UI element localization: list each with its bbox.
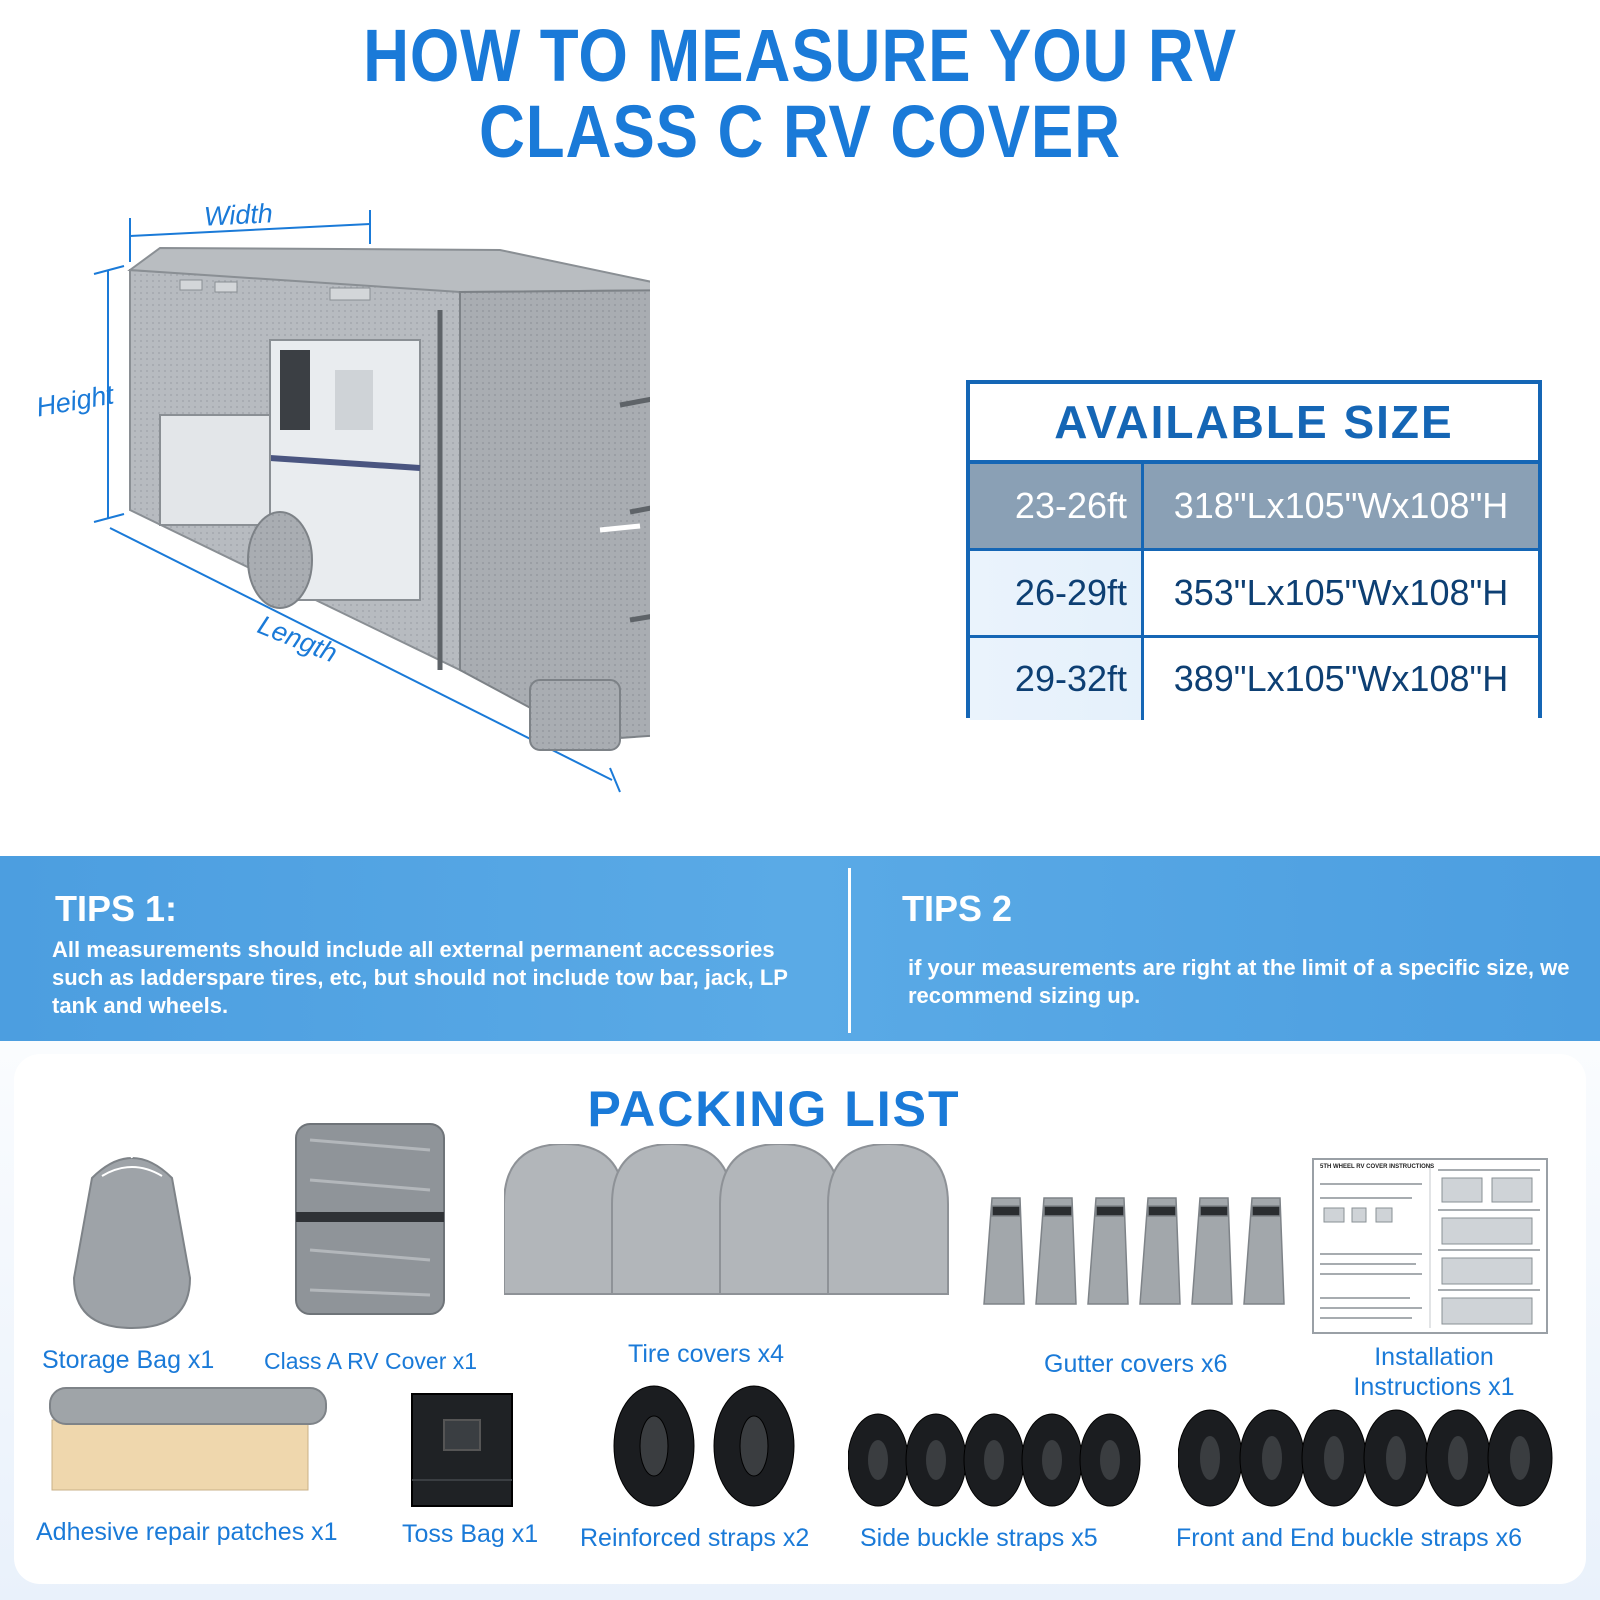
page-title-line2: CLASS C RV COVER [478, 90, 1122, 173]
folded-cover-image [290, 1120, 450, 1320]
table-row [970, 638, 1538, 720]
size-length-cell: 29-32ft [970, 638, 1144, 720]
front-end-buckle-straps-image [1178, 1406, 1558, 1510]
item-label-front-end-straps: Front and End buckle straps x6 [1176, 1524, 1523, 1552]
item-label-tire-covers: Tire covers x4 [628, 1340, 785, 1368]
toss-bag-image [408, 1390, 516, 1510]
item-label-side-buckle-straps: Side buckle straps x5 [860, 1524, 1098, 1552]
packing-list-panel [14, 1054, 1586, 1584]
height-label: Height [33, 379, 116, 423]
tips-band [0, 856, 1600, 1041]
rv-illustration [30, 200, 650, 800]
instructions-doc-title: 5TH WHEEL RV COVER INSTRUCTIONS [1320, 1164, 1435, 1170]
tire-covers-image [504, 1144, 964, 1304]
item-label-toss-bag: Toss Bag x1 [402, 1520, 539, 1548]
item-label-storage-bag: Storage Bag x1 [42, 1346, 215, 1374]
tip2-text: if your measurements are right at the limit of a specific size, we recommend sizing up. [908, 955, 1570, 1008]
length-label: Length [253, 609, 342, 669]
repair-patches-image [48, 1384, 328, 1494]
table-row [970, 464, 1538, 551]
reinforced-straps-image [608, 1380, 808, 1510]
storage-bag-image [62, 1118, 202, 1338]
side-buckle-straps-image [848, 1410, 1148, 1510]
size-length-cell: 26-29ft [970, 551, 1144, 635]
size-table-title: AVAILABLE SIZE [970, 384, 1538, 464]
item-label-repair-patches: Adhesive repair patches x1 [36, 1518, 338, 1546]
table-row [970, 551, 1538, 638]
size-dims-cell: 389"Lx105"Wx108"H [1144, 638, 1538, 720]
tips-divider [848, 868, 851, 1033]
page-title-line1: HOW TO MEASURE YOU RV [363, 14, 1237, 97]
size-dims-cell: 353"Lx105"Wx108"H [1144, 551, 1538, 635]
width-label: Width [203, 198, 274, 232]
item-label-cover: Class A RV Cover x1 [264, 1348, 478, 1374]
tip2-title: TIPS 2 [902, 888, 1013, 929]
rv-cover-drawing [30, 200, 650, 800]
packing-list-title: PACKING LIST [587, 1081, 961, 1137]
available-size-table [966, 380, 1542, 718]
item-label-reinforced-straps: Reinforced straps x2 [580, 1524, 810, 1552]
item-label-instructions: Installation Instructions x1 [1353, 1343, 1515, 1401]
instructions-sheet-image [1312, 1158, 1548, 1334]
gutter-covers-image [980, 1194, 1290, 1314]
tip1-title: TIPS 1: [55, 888, 178, 929]
item-label-gutter-covers: Gutter covers x6 [1044, 1350, 1228, 1378]
size-length-cell: 23-26ft [970, 464, 1144, 548]
size-dims-cell: 318"Lx105"Wx108"H [1173, 485, 1509, 526]
tip1-text: All measurements should include all external permanent accessories such as ladderspare tires, etc, but should not include tow bar, jack, LP tank and wheels. [52, 937, 788, 1018]
